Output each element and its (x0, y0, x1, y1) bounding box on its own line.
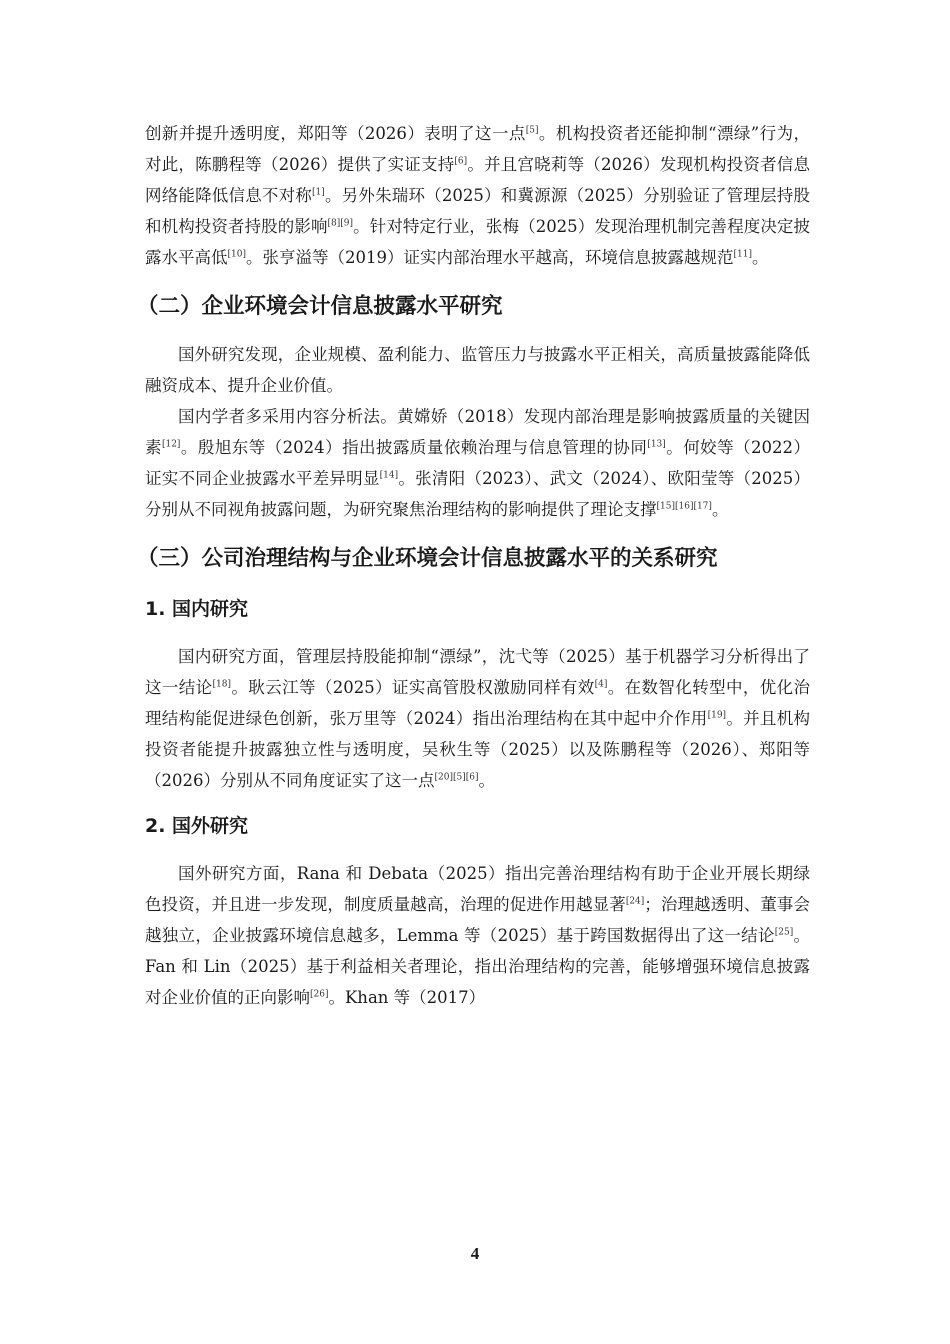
text-run: 。Khan 等（2017） (328, 988, 486, 1007)
citation[interactable]: [19] (707, 710, 727, 721)
citation[interactable]: [24] (625, 896, 645, 907)
foreign-paragraph (145, 858, 810, 1013)
text-run: ；治理越透明、董事会越独立，企业披露环境信息越多，Lemma 等（2025）基于跨国数据得出了这一结论 (145, 895, 811, 945)
citation[interactable]: [11] (733, 249, 752, 260)
citation[interactable]: [4] (594, 679, 608, 690)
text-run: 。Fan 和 Lin（2025）基于利益相关者理论，指出治理结构的完善，能够增强环境信息披露对企业价值的正向影响 (145, 926, 810, 1007)
citation[interactable]: [5] (525, 125, 539, 136)
citation[interactable]: [14] (379, 470, 399, 481)
citation[interactable]: [12] (161, 439, 181, 450)
citation[interactable]: [8][9] (327, 218, 354, 229)
text-run: 。针对特定行业， (353, 217, 486, 236)
text-run: 。 (711, 500, 729, 519)
citation[interactable]: [1] (312, 187, 325, 198)
subheading-foreign: 2. 国外研究 (145, 815, 249, 837)
text-run: 实内部治理水平越高，环境信息披露越规范 (419, 248, 734, 267)
domestic-paragraph (145, 641, 810, 796)
text-run: 国外研究方面，Rana 和 Debata（2025）指出完善治理结构有助于企业开展长期绿色投资，并且进一步发现，制度质量越高，治理的促进作用越显著 (145, 864, 810, 914)
text-run: 。张亨溢等（2019）证 (245, 248, 420, 267)
text-run: （2025）分别验证了管理层持股和机构投资者持股的影响 (145, 186, 810, 236)
citation[interactable]: [26] (310, 989, 329, 1000)
text-run: 。另外朱瑞环（2025）和冀源源 (324, 186, 568, 205)
citation[interactable]: [6] (454, 156, 468, 167)
text-run: 。殷旭东等（2024）指出披露质量依赖治理与信息管理的协同 (180, 438, 648, 457)
text-run: 张梅（2025）发现治理机制完善程度决定披露水平高低 (145, 217, 811, 267)
text-run: 。并且机构投资者能提升披露独立性与透明度，吴秋生等（2025）以及陈鹏程等（2026）、郑阳等（2026）分别从不同角度证实了这一点 (145, 709, 810, 790)
section2-paragraph-2 (145, 401, 810, 525)
text-run: 。机构投资者还能抑制“漂 (538, 124, 734, 143)
section2-paragraph-1: 国外研究发现，企业规模、盈利能力、监管压力与披露水平正相关，高质量披露能降低融资成本、提升企业价值。 (145, 345, 810, 395)
citation[interactable]: [13] (647, 439, 666, 450)
text-run: 国内学者多采用内容分析法。黄嫦娇（2018）发现内部治理是影响披露质量的关键因素 (145, 407, 810, 457)
text-run: 。耿云江等（2025）证实高管股权激励同样有效 (231, 678, 595, 697)
citation[interactable]: [15][16][17] (656, 501, 712, 512)
text-run: 。何姣等（2022）证实不同企业披露水平差异明显 (145, 438, 810, 488)
section-heading-2: （二）企业环境会计信息披露水平研究 (137, 294, 503, 319)
page-body (137, 118, 811, 1013)
text-run: 。 (751, 248, 769, 267)
citation[interactable]: [18] (212, 679, 232, 690)
intro-paragraph (145, 118, 810, 273)
citation[interactable]: [20][5][6] (434, 772, 479, 783)
text-run: 创新并提升透明度，郑阳等（2026）表明了这一点 (145, 124, 526, 143)
text-run: 。 (478, 771, 495, 790)
text-run: 。并且宫晓莉等（2026） (467, 155, 660, 174)
text-run: 绿”行为，对此，陈鹏程等（2026）提供了实证支持 (145, 124, 810, 174)
text-run: 。张清阳（2023）、武文（2024）、欧阳莹等（2025）分别从不同视角披露问题，为研究聚焦治理结构的影响提供了理论支撑 (145, 469, 811, 519)
text-run: 国内研究方面，管理层持股能抑制“漂绿”，沈弋等（2025）基于机器学习分析得出了这一结论 (145, 647, 810, 697)
text-run: 发现机构投资者信息网络能降低信息不对称 (145, 155, 811, 205)
text-run: 。在数智化转型中，优化治理结构能促进绿色创新，张万里等（2024）指出治理结构在其中起中介作用 (145, 678, 811, 728)
section-heading-3: （三）公司治理结构与企业环境会计信息披露水平的关系研究 (137, 546, 718, 571)
subheading-domestic: 1. 国内研究 (145, 598, 249, 620)
citation[interactable]: [10] (227, 249, 246, 260)
citation[interactable]: [25] (774, 927, 794, 938)
page-number: 4 (470, 1244, 480, 1263)
